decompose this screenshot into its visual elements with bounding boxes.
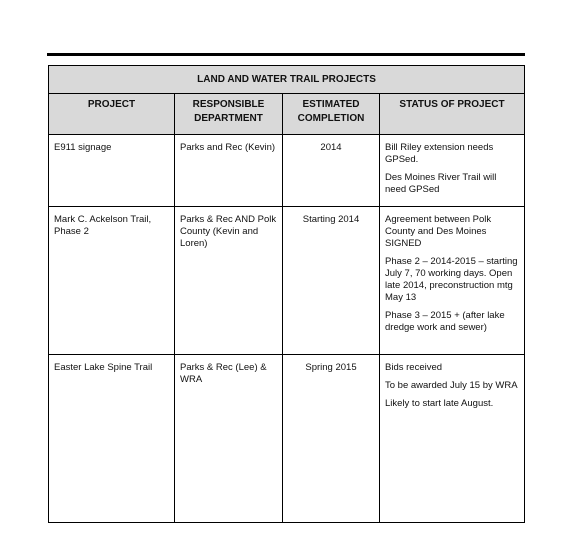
column-header-completion: ESTIMATED COMPLETION	[283, 94, 380, 135]
table-row	[49, 135, 525, 207]
completion-cell: 2014	[283, 135, 380, 207]
column-header-department: RESPONSIBLE DEPARTMENT	[175, 94, 283, 135]
status-line: To be awarded July 15 by WRA	[385, 380, 518, 391]
department-cell: Parks & Rec AND Polk County (Kevin and Loren)	[175, 207, 283, 355]
status-line: Bill Riley extension needs GPSed.	[385, 142, 494, 165]
column-header-project: PROJECT	[49, 94, 175, 135]
status-line: Bids received	[385, 362, 443, 373]
status-line: Phase 2 – 2014-2015 – starting July 7, 70 working days. Open late 2014, preconstruction mtg May 13	[385, 256, 518, 303]
completion-cell: Spring 2015	[283, 355, 380, 523]
trail-projects-table	[48, 65, 525, 523]
status-line: Likely to start late August.	[385, 398, 494, 409]
project-cell: Easter Lake Spine Trail	[49, 355, 175, 523]
column-header-status: STATUS OF PROJECT	[380, 94, 525, 135]
department-cell: Parks & Rec (Lee) & WRA	[175, 355, 283, 523]
status-line: Phase 3 – 2015 + (after lake dredge work and sewer)	[385, 310, 505, 333]
status-line: Agreement between Polk County and Des Moines SIGNED	[385, 214, 492, 249]
project-cell: E911 signage	[49, 135, 175, 207]
department-cell: Parks and Rec (Kevin)	[175, 135, 283, 207]
status-cell	[380, 355, 525, 523]
top-rule	[47, 53, 525, 56]
table-row	[49, 355, 525, 523]
status-cell	[380, 207, 525, 355]
project-cell: Mark C. Ackelson Trail, Phase 2	[49, 207, 175, 355]
status-line: Des Moines River Trail will need GPSed	[385, 172, 497, 195]
table-title: LAND AND WATER TRAIL PROJECTS	[49, 66, 525, 94]
status-cell	[380, 135, 525, 207]
completion-cell: Starting 2014	[283, 207, 380, 355]
table-row	[49, 207, 525, 355]
